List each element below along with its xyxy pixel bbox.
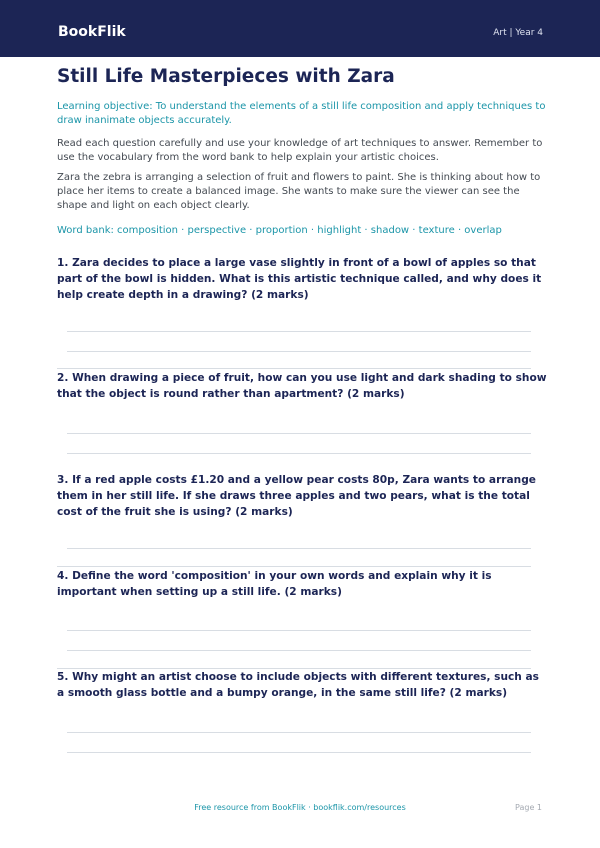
learning-objective: Learning objective: To understand the elements of a still life composition and apply techniques to draw inanimate objects accurately. xyxy=(57,101,546,126)
answer-line[interactable] xyxy=(67,331,531,332)
intro-paragraph: Zara the zebra is arranging a selection of fruit and flowers to paint. She is thinking about how to place her items to create a balanced image. She wants to make sure the viewer can see the shape and light on each object clearly. xyxy=(57,172,541,211)
question-divider xyxy=(57,368,531,369)
footer-source-link[interactable]: Free resource from BookFlik · bookflik.com/resources xyxy=(194,803,406,812)
brand-logo[interactable]: BookFlik xyxy=(58,24,126,40)
answer-line[interactable] xyxy=(67,732,531,733)
answer-line[interactable] xyxy=(67,433,531,434)
question-5: 5. Why might an artist choose to include objects with different textures, such as a smooth glass bottle and a bumpy orange, in the same still life? (2 marks) xyxy=(57,671,539,699)
answer-line[interactable] xyxy=(67,453,531,454)
question-2: 2. When drawing a piece of fruit, how can you use light and dark shading to show that the object is round rather than apartment? (2 marks) xyxy=(57,372,547,400)
question-1: 1. Zara decides to place a large vase slightly in front of a bowl of apples so that part of the bowl is hidden. What is this artistic technique called, and why does it help create depth in a drawing? (2 marks) xyxy=(57,257,542,301)
answer-line[interactable] xyxy=(67,548,531,549)
subject-year-label: Art | Year 4 xyxy=(493,28,543,38)
instructions: Read each question carefully and use your knowledge of art techniques to answer. Remember to use the vocabulary from the word bank to help explain your artistic choices. xyxy=(57,138,543,163)
answer-line[interactable] xyxy=(67,351,531,352)
question-divider xyxy=(57,566,531,567)
page-number: Page 1 xyxy=(515,803,542,812)
word-bank: Word bank: composition · perspective · proportion · highlight · shadow · texture · overlap xyxy=(57,225,502,236)
page-title: Still Life Masterpieces with Zara xyxy=(57,66,395,87)
answer-line[interactable] xyxy=(67,650,531,651)
question-4: 4. Define the word 'composition' in your own words and explain why it is important when setting up a still life. (2 marks) xyxy=(57,570,492,598)
answer-line[interactable] xyxy=(67,630,531,631)
question-3: 3. If a red apple costs £1.20 and a yellow pear costs 80p, Zara wants to arrange them in her still life. If she draws three apples and two pears, what is the total cost of the fruit she is using? (2 marks) xyxy=(57,474,536,518)
answer-line[interactable] xyxy=(67,752,531,753)
header-bar xyxy=(0,0,600,57)
